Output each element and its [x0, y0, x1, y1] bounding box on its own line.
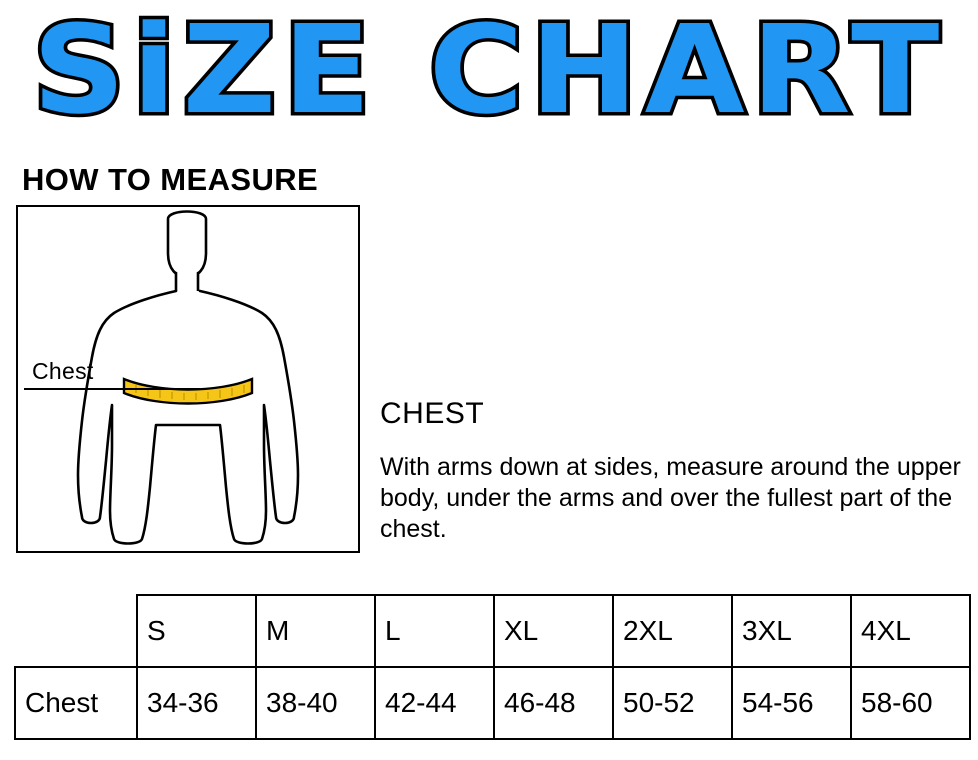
table-header-4xl: 4XL: [851, 595, 970, 667]
cell-chest-3xl: 54-56: [732, 667, 851, 739]
table-header-l: L: [375, 595, 494, 667]
size-chart-table: [14, 594, 971, 740]
cell-chest-2xl: 50-52: [613, 667, 732, 739]
table-row: [15, 667, 970, 739]
table-header-m: M: [256, 595, 375, 667]
page-title: SiZE CHART: [32, 0, 946, 141]
table-header-row: [15, 595, 970, 667]
chest-description-text: With arms down at sides, measure around the upper body, under the arms and over the fullest part of the chest.: [380, 453, 961, 543]
chest-description-heading: CHEST: [380, 397, 485, 430]
table-header-2xl: 2XL: [613, 595, 732, 667]
chest-leader-line: [24, 388, 200, 390]
table-header-xl: XL: [494, 595, 613, 667]
cell-chest-4xl: 58-60: [851, 667, 970, 739]
table-header-3xl: 3XL: [732, 595, 851, 667]
chest-callout-label: Chest: [32, 358, 94, 384]
cell-chest-s: 34-36: [137, 667, 256, 739]
cell-chest-l: 42-44: [375, 667, 494, 739]
table-corner-cell: [15, 595, 137, 667]
table-row-label-chest: Chest: [15, 667, 137, 739]
how-to-measure-heading: HOW TO MEASURE: [22, 162, 319, 197]
title-banner: [0, 0, 978, 146]
table-header-s: S: [137, 595, 256, 667]
cell-chest-xl: 46-48: [494, 667, 613, 739]
cell-chest-m: 38-40: [256, 667, 375, 739]
